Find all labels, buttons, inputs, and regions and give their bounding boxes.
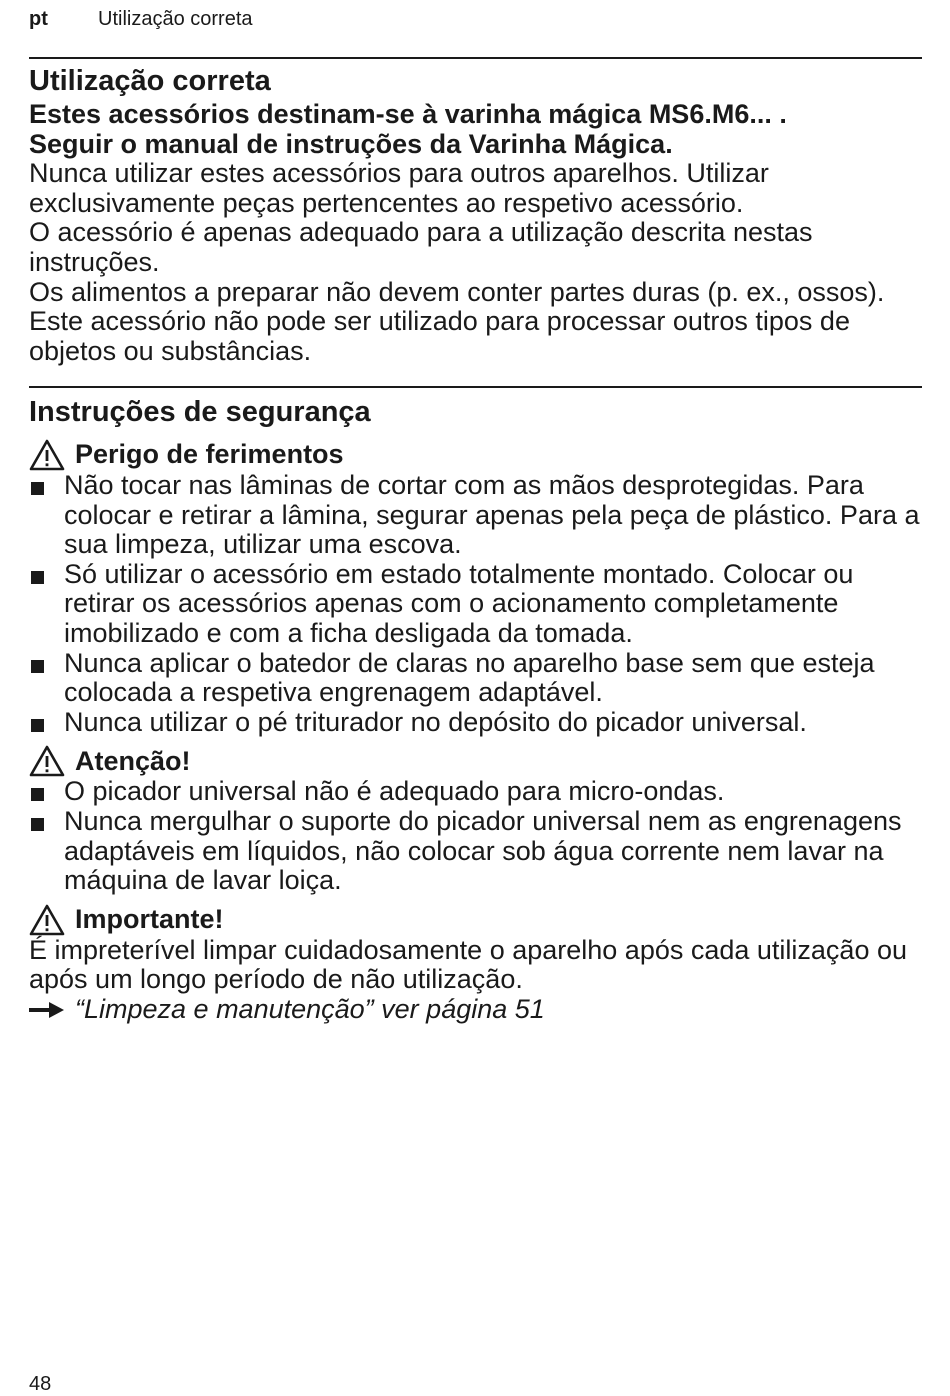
- list-item: [29, 708, 929, 738]
- list-item: [29, 649, 929, 708]
- injury-list: [29, 471, 929, 737]
- bullet-square-icon: [31, 482, 44, 495]
- list-item-text: Nunca utilizar o pé triturador no depósito do picador universal.: [64, 706, 807, 737]
- bullet-square-icon: [31, 660, 44, 673]
- attention-list: [29, 777, 929, 895]
- list-item: [29, 807, 929, 896]
- warning-heading-text: Importante!: [75, 903, 224, 934]
- warning-triangle-icon: [29, 439, 65, 471]
- list-item: [29, 471, 929, 560]
- reference-link-text[interactable]: “Limpeza e manutenção” ver página 51: [75, 993, 545, 1024]
- important-warning-heading: [29, 904, 929, 936]
- bullet-square-icon: [31, 719, 44, 732]
- paragraph: Os alimentos a preparar não devem conter partes duras (p. ex., ossos). Este acessório não pode ser utilizado para processar outros tipos de objetos ou substâncias.: [29, 276, 885, 366]
- bullet-square-icon: [31, 818, 44, 831]
- page-reference[interactable]: [29, 995, 929, 1025]
- bold-statement: Estes acessórios destinam-se à varinha mágica MS6.M6... .: [29, 99, 787, 129]
- warning-triangle-icon: [29, 904, 65, 936]
- warning-triangle-icon: [29, 745, 65, 777]
- header-title: Utilização correta: [98, 8, 253, 30]
- list-item-text: Nunca aplicar o batedor de claras no aparelho base sem que esteja colocada a respetiva engrenagem adaptável.: [64, 647, 875, 708]
- list-item: [29, 777, 929, 807]
- paragraph: O acessório é apenas adequado para a utilização descrita nestas instruções.: [29, 217, 813, 277]
- arrow-right-icon: [29, 1001, 65, 1019]
- list-item: [29, 560, 929, 649]
- list-item-text: Nunca mergulhar o suporte do picador universal nem as engrenagens adaptáveis em líquidos, não colocar sob água corrente nem lavar na máquina de lavar loiça.: [64, 805, 902, 896]
- page-header: [29, 6, 253, 32]
- section-divider: [29, 386, 922, 388]
- warning-heading-text: Perigo de ferimentos: [75, 439, 344, 470]
- page-number: 48: [29, 1373, 52, 1395]
- important-text: É impreterível limpar cuidadosamente o aparelho após cada utilização ou após um longo período de não utilização.: [29, 934, 908, 995]
- list-item-text: Só utilizar o acessório em estado totalmente montado. Colocar ou retirar os acessórios apenas com o acionamento completamente imobilizado e com a ficha desligada da tomada.: [64, 558, 854, 648]
- section-divider: [29, 57, 922, 59]
- injury-warning-heading: [29, 439, 929, 471]
- bold-statement: Seguir o manual de instruções da Varinha Mágica.: [29, 128, 673, 159]
- bullet-square-icon: [31, 788, 44, 801]
- list-item-text: O picador universal não é adequado para micro-ondas.: [64, 776, 725, 807]
- list-item-text: Não tocar nas lâminas de cortar com as mãos desprotegidas. Para colocar e retirar a lâmina, segurar apenas pela peça de plástico. Para a sua limpeza, utilizar uma escova.: [64, 470, 920, 560]
- intended-use-section: [29, 64, 929, 366]
- attention-warning-heading: [29, 745, 929, 777]
- safety-section: [29, 395, 929, 1025]
- bullet-square-icon: [31, 571, 44, 584]
- section-title: Instruções de segurança: [29, 396, 371, 428]
- paragraph: Nunca utilizar estes acessórios para outros aparelhos. Utilizar exclusivamente peças pertencentes ao respetivo acessório.: [29, 158, 769, 218]
- language-code: pt: [29, 8, 48, 30]
- warning-heading-text: Atenção!: [75, 745, 191, 776]
- section-title: Utilização correta: [29, 65, 271, 97]
